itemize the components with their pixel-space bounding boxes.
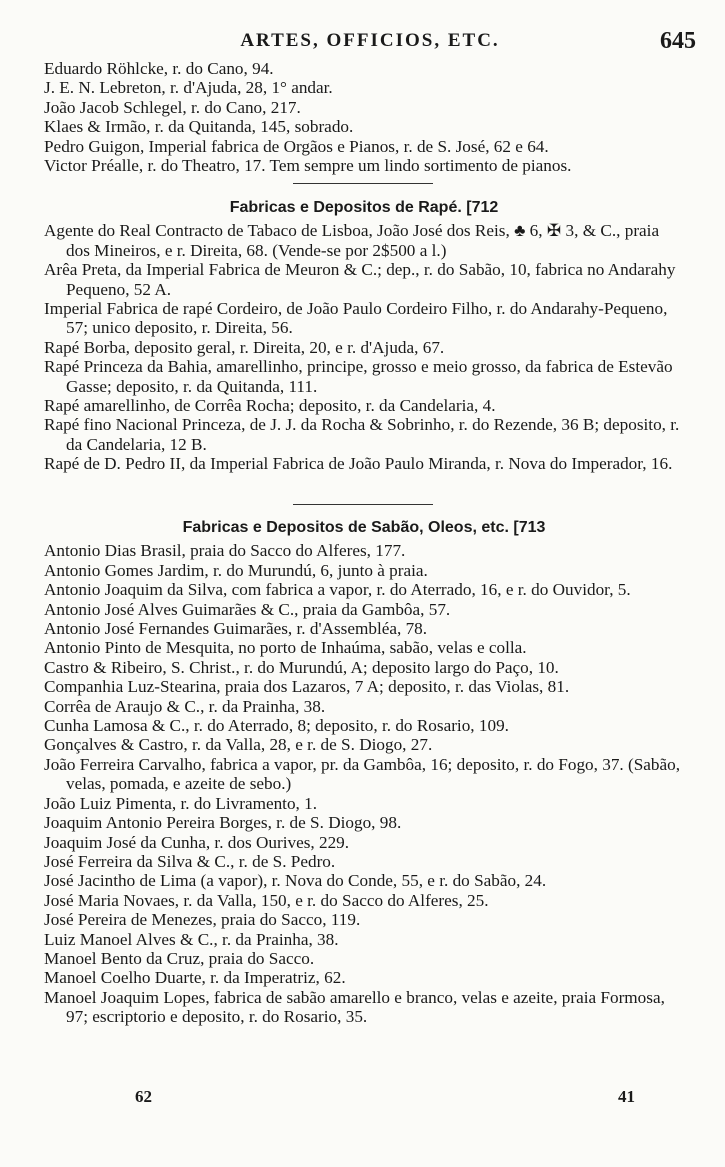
section-divider xyxy=(0,504,725,505)
list-item: Corrêa de Araujo & C., r. da Prainha, 38. xyxy=(44,696,326,716)
list-item: João Luiz Pimenta, r. do Livramento, 1. xyxy=(44,793,318,813)
list-item: Manoel Coelho Duarte, r. da Imperatriz, 62. xyxy=(44,968,346,988)
list-item: Antonio José Fernandes Guimarães, r. d'Assembléa, 78. xyxy=(44,619,428,639)
list-item: Castro & Ribeiro, S. Christ., r. do Murundú, A; deposito largo do Paço, 10. xyxy=(44,657,559,677)
signature-mark-left: 62 xyxy=(135,1087,152,1106)
list-item: José Jacintho de Lima (a vapor), r. Nova do Conde, 55, e r. do Sabão, 24. xyxy=(44,871,547,891)
list-item: Rapé Borba, deposito geral, r. Direita, 20, e r. d'Ajuda, 67. xyxy=(44,337,445,357)
list-item: Antonio José Alves Guimarães & C., praia da Gambôa, 57. xyxy=(44,599,451,619)
section-title: Fabricas e Depositos de Rapé. [712 xyxy=(229,199,499,216)
page-header xyxy=(40,26,700,56)
list-item: José Maria Novaes, r. da Valla, 150, e r. do Sacco do Alferes, 25. xyxy=(44,890,489,910)
list-item: Antonio Gomes Jardim, r. do Murundú, 6, junto à praia. xyxy=(44,560,428,580)
list-item: Pedro Guigon, Imperial fabrica de Orgãos e Pianos, r. de S. José, 62 e 64. xyxy=(44,136,549,156)
list-item: José Pereira de Menezes, praia do Sacco, 119. xyxy=(44,910,361,930)
list-item: Joaquim José da Cunha, r. dos Ourives, 229. xyxy=(44,832,350,852)
artes-entries xyxy=(44,59,684,175)
list-item: José Ferreira da Silva & C., r. de S. Pedro. xyxy=(44,851,336,871)
list-item: Antonio Pinto de Mesquita, no porto de Inhaúma, sabão, velas e colla. xyxy=(44,638,527,658)
section-title: Fabricas e Depositos de Sabão, Oleos, etc. [713 xyxy=(182,519,546,536)
list-item: Klaes & Irmão, r. da Quitanda, 145, sobrado. xyxy=(44,117,354,137)
list-item: Joaquim Antonio Pereira Borges, r. de S. Diogo, 98. xyxy=(44,813,402,833)
list-item: Victor Préalle, r. do Theatro, 17. Tem sempre um lindo sortimento de pianos. xyxy=(44,156,572,176)
list-item: Eduardo Röhlcke, r. do Cano, 94. xyxy=(44,59,274,78)
list-item: João Ferreira Carvalho, fabrica a vapor, pr. da Gambôa, 16; deposito, r. do Fogo, 37. (Sabão, velas, pomada, e azeite de sebo.) xyxy=(44,754,681,794)
list-item: Manoel Joaquim Lopes, fabrica de sabão amarello e branco, velas e azeite, praia Formosa, 97; escriptorio e deposito, r. do Rosario, 35. xyxy=(44,987,665,1027)
list-item: Luiz Manoel Alves & C., r. da Prainha, 38. xyxy=(44,929,339,949)
list-item: Rapé fino Nacional Princeza, de J. J. da Rocha & Sobrinho, r. do Rezende, 36 B; deposito, r. da Candelaria, 12 B. xyxy=(44,415,680,454)
list-item: Rapé de D. Pedro II, da Imperial Fabrica de João Paulo Miranda, r. Nova do Imperador, 16. xyxy=(44,454,673,474)
page-number: 645 xyxy=(660,28,696,54)
signature-mark-right: 41 xyxy=(618,1087,635,1106)
list-item: João Jacob Schlegel, r. do Cano, 217. xyxy=(44,97,301,117)
sabao-section xyxy=(44,518,684,1027)
running-title: ARTES, OFFICIOS, ETC. xyxy=(240,30,500,51)
list-item: Rapé Princeza da Bahia, amarellinho, principe, grosso e meio grosso, da fabrica de Estevão Gasse; deposito, r. da Quitanda, 111. xyxy=(44,357,673,396)
list-item: Antonio Joaquim da Silva, com fabrica a vapor, r. do Aterrado, 16, e r. do Ouvidor, 5. xyxy=(44,580,631,600)
list-item: Arêa Preta, da Imperial Fabrica de Meuron & C.; dep., r. do Sabão, 10, fabrica no Andarahy Pequeno, 52 A. xyxy=(44,260,676,299)
list-item: Gonçalves & Castro, r. da Valla, 28, e r. de S. Diogo, 27. xyxy=(44,735,433,755)
list-item: J. E. N. Lebreton, r. d'Ajuda, 28, 1° andar. xyxy=(44,78,333,98)
list-item: Rapé amarellinho, de Corrêa Rocha; deposito, r. da Candelaria, 4. xyxy=(44,396,496,416)
list-item: Imperial Fabrica de rapé Cordeiro, de João Paulo Cordeiro Filho, r. do Andarahy-Pequeno, 57; unico deposito, r. Direita, 56. xyxy=(44,299,668,338)
list-item: Cunha Lamosa & C., r. do Aterrado, 8; deposito, r. do Rosario, 109. xyxy=(44,716,509,736)
list-item: Manoel Bento da Cruz, praia do Sacco. xyxy=(44,948,315,968)
list-item: Companhia Luz-Stearina, praia dos Lazaros, 7 A; deposito, r. das Violas, 81. xyxy=(44,677,570,697)
list-item: Antonio Dias Brasil, praia do Sacco do Alferes, 177. xyxy=(44,541,406,561)
rape-section xyxy=(44,198,684,474)
section-divider xyxy=(0,183,725,184)
list-item: Agente do Real Contracto de Tabaco de Lisboa, João José dos Reis, ♣ 6, ✠ 3, & C., praia dos Mineiros, e r. Direita, 68. (Vende-se por 2$500 a l.) xyxy=(44,221,660,260)
